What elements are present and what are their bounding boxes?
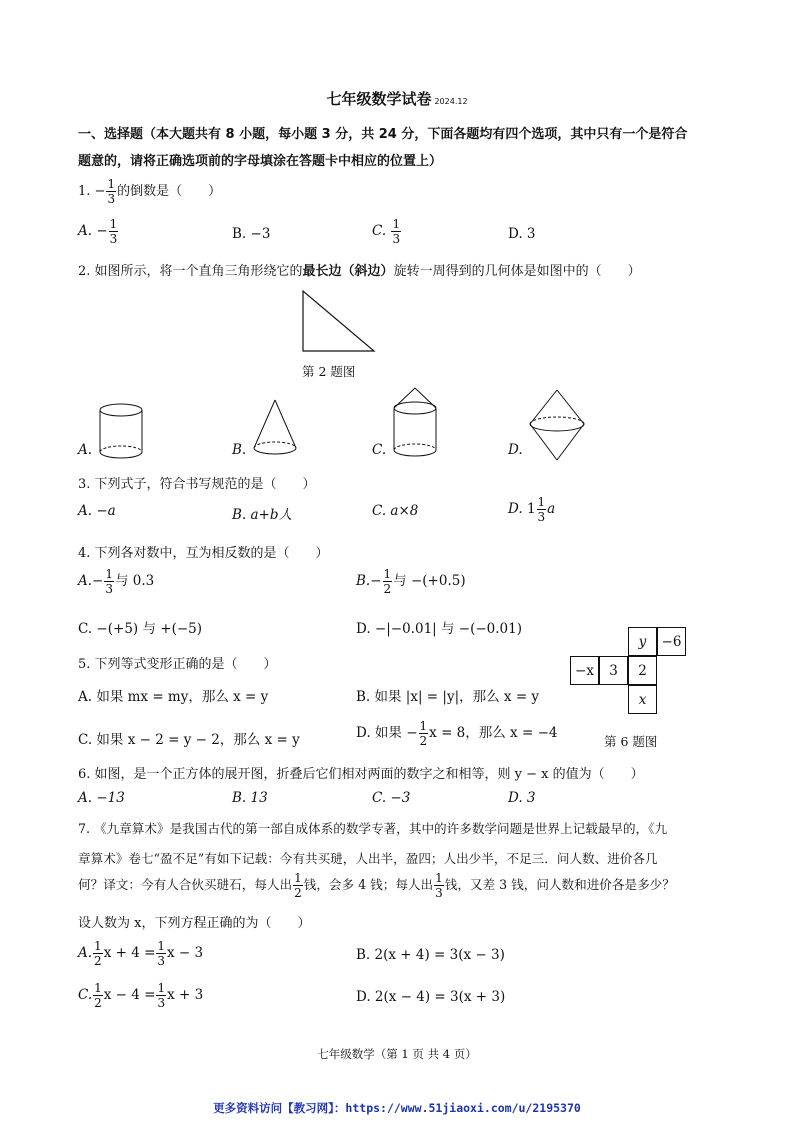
- q5-option-b[interactable]: B. 如果 |x| = |y|，那么 x = y: [356, 689, 540, 705]
- q2-option-d[interactable]: D.: [508, 442, 523, 458]
- q5-option-d[interactable]: D. 如果 − $\frac{1}{2}$ x = 8，那么 x = −4: [356, 719, 558, 748]
- q7-option-b[interactable]: B. 2(x + 4) = 3(x − 3): [356, 947, 505, 963]
- q1-fraction: $\frac{1}{3}$: [107, 177, 116, 206]
- q7-option-c[interactable]: C. $\frac{1}{2}$ x − 4 = $\frac{1}{3}$ x + 3: [78, 981, 204, 1010]
- title-text: 七年级数学试卷: [326, 90, 432, 108]
- q2-figure-caption: 第 2 题图: [302, 364, 356, 379]
- q2-option-a[interactable]: A.: [78, 442, 93, 458]
- cylinder-icon: [98, 402, 148, 462]
- q6-figure-caption: 第 6 题图: [604, 734, 658, 749]
- q5-option-c[interactable]: C. 如果 x − 2 = y − 2，那么 x = y: [78, 732, 300, 748]
- exam-date: 2024.12: [434, 97, 468, 106]
- question-5: 5. 下列等式变形正确的是（ ）: [78, 657, 277, 672]
- cone-on-cylinder-icon: [392, 386, 442, 462]
- question-6: 6. 如图，是一个正方体的展开图，折叠后它们相对两面的数字之和相等，则 y − x 的值为（ ）: [78, 767, 644, 782]
- q7-option-d[interactable]: D. 2(x − 4) = 3(x + 3): [356, 989, 506, 1005]
- question-4: 4. 下列各对数中，互为相反数的是（ ）: [78, 546, 329, 561]
- resource-link[interactable]: 更多资料访问【教习网】：https://www.51jiaoxi.com/u/2195370: [213, 1101, 581, 1115]
- q1-option-b[interactable]: B. −3: [232, 226, 271, 242]
- q2-option-b[interactable]: B.: [232, 442, 247, 458]
- q1-option-d[interactable]: D. 3: [508, 226, 536, 242]
- net-cell-y: y: [628, 627, 657, 656]
- question-1: [78, 178, 221, 205]
- net-cell-neg6: −6: [657, 627, 686, 656]
- net-cell-x: x: [628, 685, 657, 714]
- q4-option-a[interactable]: A.− $\frac{1}{3}$ 与 0.3: [78, 567, 155, 596]
- q3-option-d[interactable]: D. 1 $\frac{1}{3}$ a: [508, 495, 556, 524]
- q7-line2: 章算术》卷七“盈不足”有如下记载：今有共买琎，人出半，盈四；人出少半，不足三．问人数、进价各几: [78, 851, 658, 866]
- right-triangle-figure: [300, 288, 380, 354]
- q1-sign: −: [94, 184, 106, 199]
- net-cell-3: 3: [599, 656, 628, 685]
- q1-option-c[interactable]: C. $\frac{1}{3}$: [372, 217, 401, 246]
- q4-option-b[interactable]: B.− $\frac{1}{2}$ 与 −(+0.5): [356, 567, 466, 596]
- question-2: 2. 如图所示，将一个直角三角形绕它的最长边（斜边）旋转一周得到的几何体是如图中的（ ）: [78, 264, 641, 279]
- cone-icon: [252, 398, 302, 460]
- q7-line1: 7. 《九章算术》是我国古代的第一部自成体系的数学专著，其中的许多数学问题是世界上记载最早的，《九: [78, 821, 668, 836]
- q4-option-d[interactable]: D. −|−0.01| 与 −(−0.01): [356, 621, 523, 637]
- double-cone-icon: [528, 388, 590, 464]
- q7-line4: 设人数为 x，下列方程正确的为（ ）: [78, 916, 311, 931]
- q6-option-c[interactable]: C. −3: [372, 790, 411, 806]
- q3-option-a[interactable]: A. −a: [78, 503, 116, 519]
- section-heading-line2: 题意的，请将正确选项前的字母填涂在答题卡中相应的位置上）: [78, 154, 443, 169]
- q6-option-d[interactable]: D. 3: [508, 790, 536, 806]
- net-cell-2: 2: [628, 656, 657, 685]
- q5-option-a[interactable]: A. 如果 mx = my，那么 x = y: [78, 689, 269, 705]
- q1-option-a[interactable]: A. − $\frac{1}{3}$: [78, 217, 118, 246]
- page-footer: 七年级数学（第 1 页 共 4 页）: [317, 1047, 477, 1061]
- q7-option-a[interactable]: A. $\frac{1}{2}$ x + 4 = $\frac{1}{3}$ x − 3: [78, 939, 204, 968]
- net-cell-negx: −x: [570, 656, 599, 685]
- q7-line3: 何？译文：今有人合伙买琎石，每人出 $\frac{1}{2}$ 钱，会多 4 钱；每人出 $\frac{1}{3}$ 钱，又差 3 钱，问人数和进价各是多少？: [78, 871, 675, 900]
- page-title: [0, 88, 794, 109]
- q3-option-b[interactable]: B. a+b人: [232, 507, 293, 523]
- q1-number: 1.: [78, 184, 91, 199]
- q1-text: 的倒数是（ ）: [117, 184, 222, 199]
- section-heading-line1: 一、选择题（本大题共有 8 小题，每小题 3 分，共 24 分，下面各题均有四个选项，其中只有一个是符合: [78, 127, 688, 142]
- q3-option-c[interactable]: C. a×8: [372, 503, 419, 519]
- q6-option-a[interactable]: A. −13: [78, 790, 125, 806]
- q4-option-c[interactable]: C. −(+5) 与 +(−5): [78, 621, 203, 637]
- q6-option-b[interactable]: B. 13: [232, 790, 268, 806]
- q2-option-c[interactable]: C.: [372, 442, 387, 458]
- question-3: 3. 下列式子，符合书写规范的是（ ）: [78, 477, 316, 492]
